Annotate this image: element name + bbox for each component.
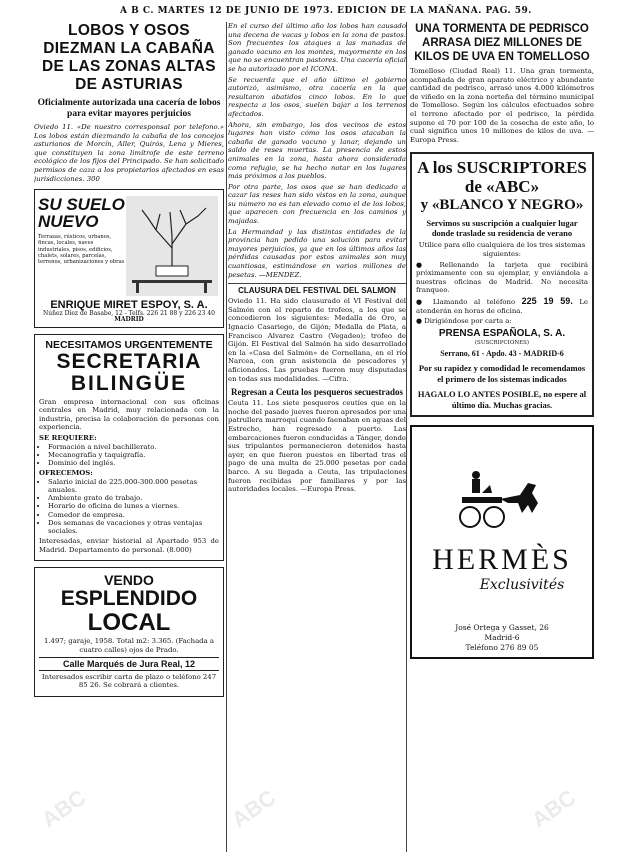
clausura-body: Oviedo 11. Ha sido clausurado el VI Festival del Salmón con el reparto de trofeos, a los que se concedieron los siguientes: Medalla de Oro, a Ignacio Casariego, de Gijón; Medalla de Plata, a Francisco Alvarez Castro (Vegadeo); trofeo de Gijón. El Festival del Salmón ha sido desarrollado en la «Casa del Salmón» de Cornellana, en el río Narcea, con gran asistencia de pescadores y aficionados. Las pruebas fueron muy disputadas en todas sus modalidades. —Cifra. <box>228 297 406 383</box>
list-item: • Mecanografía y taquigrafía. <box>48 451 219 459</box>
abc-subscribers-ad <box>410 152 594 417</box>
secretaria-ad-offer-label: OFRECEMOS: <box>39 469 93 478</box>
abc-ad-p3: Por su rapidez y comodidad le recomendamos el primero de los sistemas indicados <box>418 363 586 385</box>
list-item: • Ambiente grato de trabajo. <box>48 494 219 502</box>
suelo-ad <box>34 189 224 327</box>
abc-ad-bullet: ● Rellenando la tarjeta que recibirá próximamente con su ejemplar, y enviándola a nuestras oficinas de Madrid. No necesita franqueo. <box>416 260 588 295</box>
suelo-ad-image-row <box>38 196 220 296</box>
vendo-ad-street: Calle Marqués de Jura Real, 12 <box>39 657 219 671</box>
watermark: ABC <box>226 784 281 833</box>
hermes-address: José Ortega y Gasset, 26 <box>455 623 549 633</box>
secretaria-ad-contact: Interesadas, enviar historial al Apartado 953 de Madrid. Departamento de personal. (8.000) <box>39 537 219 554</box>
abc-ad-phone: 225 19 59. <box>521 295 573 306</box>
abc-ad-company: PRENSA ESPAÑOLA, S. A. <box>438 327 566 339</box>
abc-ad-address: Serrano, 61 - Apdo. 43 - MADRID-6 <box>440 349 564 359</box>
list-item: • Formación a nivel bachillerato. <box>48 443 219 451</box>
clausura-headline: CLAUSURA DEL FESTIVAL DEL SALMON <box>228 283 406 295</box>
suelo-ad-address: Núñez Díez de Basabe, 12 - Telfs. 226 21 88 y 226 23 40 <box>43 310 215 318</box>
list-item: • Horario de oficina de lunes a viernes. <box>48 502 219 510</box>
list-item: • Comedor de empresa. <box>48 511 219 519</box>
list-item: • Dominio del inglés. <box>48 459 219 467</box>
list-item: • Dos semanas de vacaciones y otras ventajas sociales. <box>48 519 219 535</box>
abc-ad-bullet: ● Dirigiéndose por carta a: <box>416 317 512 326</box>
abc-ad-bullet-text: Dirigiéndose por carta a: <box>424 317 512 326</box>
abc-ad-bullet-text: Rellenando la tarjeta que recibirá próximamente con su ejemplar, y enviándola a nuestras oficinas de Madrid. No necesita franqueo. <box>416 260 588 295</box>
watermark: ABC <box>526 784 581 833</box>
abc-ad-bullet: ● Llamando al teléfono 225 19 59. Le atenderán en horas de oficina. <box>416 295 588 315</box>
article-paragraph: Se recuerda que el año último el gobierno autorizó, asimismo, otra cacería en la que resultaron abatidos cinco lobos. En lo que respecta a los osos, suelen bajar a los terrenos afectados. <box>228 75 406 118</box>
article-paragraph: En el curso del último año los lobos han causado una decena de vacas y lobos en la zona de pastos. Son frecuentes los ataques a las manadas de ganado vacuno en los montes, mayormente en los que no se encuentran pastores. Una cacería oficial se ha autorizado por el ICONA. <box>228 22 406 73</box>
abc-ad-bullet-text: Le atenderán en horas de oficina. <box>416 297 588 315</box>
vendo-ad-line2: ESPLENDIDO <box>60 587 198 611</box>
vendo-ad-line3: LOCAL <box>87 609 171 637</box>
suelo-ad-city: MADRID <box>114 316 144 324</box>
ceuta-headline: Regresan a Ceuta los pesqueros secuestrados <box>231 387 403 398</box>
suelo-ad-small: Terrazas, rústicos, urbanos, fincas, locales, naves industriales, pisos, edificios, chalets, solares, parcelas, terrenos, urbanizaciones y obras <box>38 234 125 265</box>
column-middle <box>228 22 406 854</box>
lobos-article <box>34 22 224 183</box>
abc-ad-cta: HAGALO LO ANTES POSIBLE, no espere al último día. Muchas gracias. <box>417 389 587 411</box>
abc-ad-p2: Utilice para ello cualquiera de los tres sistemas siguientes: <box>418 241 586 258</box>
column-rule <box>226 22 227 852</box>
watermark: ABC <box>36 784 91 833</box>
suelo-ad-company: ENRIQUE MIRET ESPOY, S. A. <box>50 299 208 312</box>
hermes-phone: Teléfono 276 89 05 <box>465 643 539 653</box>
lobos-body: Oviedo 11. «De nuestro corresponsal por telefono.» Los lobos están diezmando la cabaña de los concejos asturianos de Morcín, Aller, Quirós, Lena y Mieres, que constituyen la zona limítrofe de este terreno ecológico de los fijos del Principado. Se han solicitado permisos de caza a los propietarios afectados en esas jurisdicciones. 300 <box>34 123 224 183</box>
tormenta-article <box>410 22 594 144</box>
secretaria-ad-offer-list <box>39 478 219 535</box>
hermes-ad <box>410 425 594 659</box>
secretaria-ad-req-label: SE REQUIERE: <box>39 433 97 442</box>
hermes-contact <box>412 623 592 653</box>
vendo-ad <box>34 567 224 696</box>
secretaria-ad-line1: NECESITAMOS URGENTEMENTE <box>45 338 213 351</box>
abc-ad-p1: Servimos su suscripción a cualquier lugar donde traslade su residencia de verano <box>426 218 578 239</box>
abc-ad-bullet-text: Llamando al teléfono <box>432 297 516 306</box>
article-paragraph: Por otra parte, los osos que se han dedicado a cazar las reses han sido vistos en la zona, aunque su número no es tan elevado como el de los lobos, que aparecen con frecuencia en los caminos y majadas. <box>228 182 406 226</box>
abc-ad-line1: A los SUSCRIPTORES <box>417 158 587 178</box>
suelo-ad-title: SU SUELO NUEVO <box>38 195 125 232</box>
hermes-brand: HERMÈS <box>432 543 572 577</box>
page-header: A B C. MARTES 12 DE JUNIO DE 1973. EDICION DE LA MAÑANA. PAG. 59. <box>120 6 532 16</box>
garden-tree-illustration <box>126 196 218 296</box>
secretaria-ad <box>34 334 224 562</box>
suelo-ad-text <box>38 196 126 296</box>
secretaria-ad-line2: SECRETARIA <box>56 349 202 373</box>
abc-ad-line2: de «ABC» <box>464 177 540 197</box>
vendo-ad-desc: 1.497; garaje, 1958. Total m2: 3.365. (Fachada a cuatro calles) ojos de Prado. <box>43 637 215 654</box>
article-paragraph: La Hermandad y las distintas entidades de la provincia han pedido una solución para evitar mayores perjuicios, ya que en los últimos años las pérdidas causadas por estos animales son muy cuantiosas, estimándose en varios millones de pesetas. —MENDEZ. <box>228 227 406 279</box>
tormenta-headline: UNA TORMENTA DE PEDRISCO ARRASA DIEZ MILLONES DE KILOS DE UVA EN TOMELLOSO <box>414 23 590 63</box>
secretaria-ad-req-list <box>39 443 219 468</box>
lobos-headline: LOBOS Y OSOS DIEZMAN LA CABAÑA DE LAS ZONAS ALTAS DE ASTURIAS <box>42 22 216 93</box>
column-right <box>406 22 594 854</box>
horse-carriage-logo <box>442 455 562 535</box>
list-item: • Salario inicial de 225.000-300.000 pesetas anuales. <box>48 478 219 494</box>
lobos-subheadline: Oficialmente autorizada una cacería de lobos para evitar mayores perjuicios <box>37 98 221 119</box>
abc-ad-dept: (SUSCRIPCIONES) <box>474 339 530 346</box>
ceuta-body: Ceuta 11. Los siete pesqueros ceutíes que en la noche del pasado jueves fueron apresados por una patrullera marroquí cuando faenaban en aguas del Estrecho, han regresado a puerto. Las embarcaciones fueron conducidas a Tánger, donde sus tripulantes permanecieron detenidos hasta ayer, en que fueron puestos en libertad tras el pago de una multa de 25.000 pesetas por cada barco. A su llegada a Ceuta, las tripulaciones fueron recibidas por familiares y por las autoridades locales. —Europa Press. <box>228 399 406 494</box>
tormenta-body: Tomelloso (Ciudad Real) 11. Una gran tormenta, acompañada de gran aparato eléctrico y abundante cantidad de pedrisco, arrasó unos 4.000 kilómetros de viñedo en la zona norteña del término municipal de Tomelloso. Según los cálculos efectuados sobre el terreno afectado por el pedrisco, la pérdida supone el 70 por 100 de la cosecha de este año, lo cual significa unos 10 millones de kilos de uva. —Europa Press. <box>410 67 594 144</box>
secretaria-ad-intro: Gran empresa internacional con sus oficinas centrales en Madrid, muy relacionada con la industria, precisa la colaboración de personas con experiencia. <box>39 397 219 432</box>
column-left <box>34 22 224 854</box>
hermes-city: Madrid-6 <box>484 633 520 643</box>
secretaria-ad-line3: BILINGÜE <box>70 371 188 395</box>
article-paragraph: Ahora, sin embargo, los dos vecinos de estos lugares han visto cómo los osos atacaban la cabaña de ganado vacuno y lanar, dejando un saldo de reses muertas. La presencia de estos animales en la zona, hasta ahora considerada como refugio, se ha hecho notar en los lugares más próximos a los pueblos. <box>228 120 406 181</box>
hermes-subtitle: Exclusivités <box>479 577 565 594</box>
vendo-ad-line1: VENDO <box>104 572 154 589</box>
abc-ad-line3: y «BLANCO Y NEGRO» <box>420 197 584 214</box>
vendo-ad-note: Interesados escribir carta de plazo o teléfono 247 85 26. Se cobrará a clientes. <box>41 672 217 690</box>
